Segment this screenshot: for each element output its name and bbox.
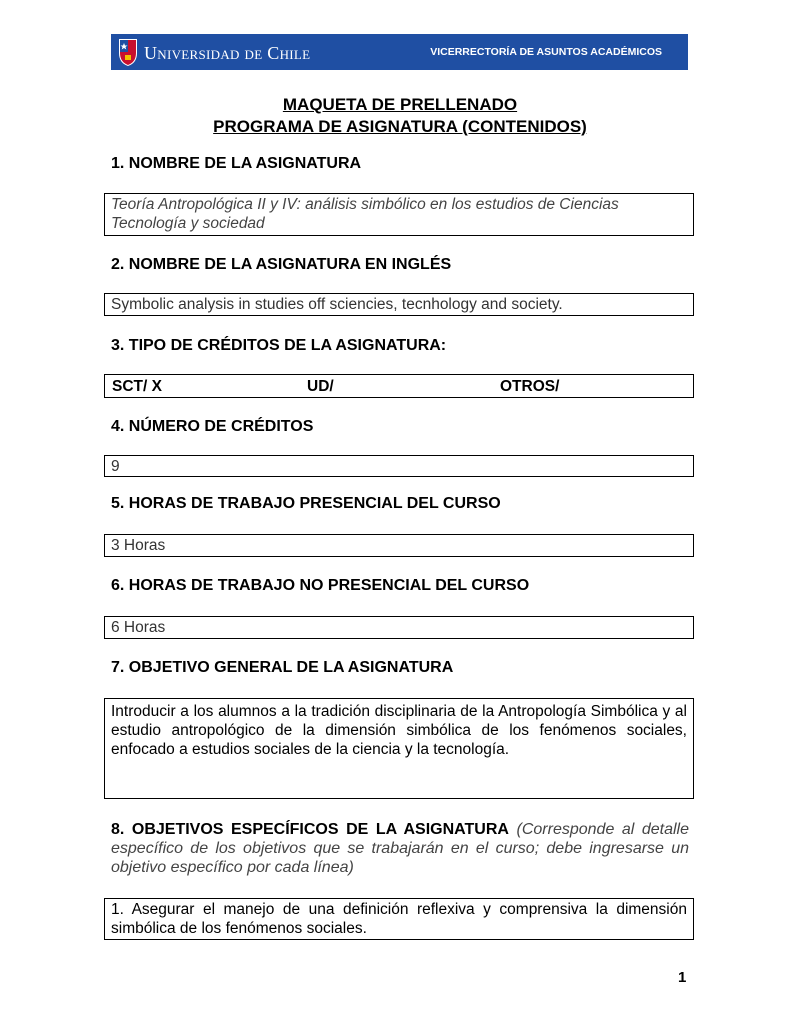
section-8-note: (Corresponde al detalle específico de los objetivos que se trabajarán en el curso; debe ingresarse un objetivo específico por cada línea) xyxy=(111,821,689,876)
section-2-heading: 2. NOMBRE DE LA ASIGNATURA EN INGLÉS xyxy=(111,256,452,273)
course-name-english-field: Symbolic analysis in studies off sciencies, tecnhology and society. xyxy=(104,293,694,316)
page-number: 1 xyxy=(678,969,687,986)
section-6-heading: 6. HORAS DE TRABAJO NO PRESENCIAL DEL CURSO xyxy=(111,577,530,594)
section-8-heading: 8. OBJETIVOS ESPECÍFICOS DE LA ASIGNATURA xyxy=(111,821,509,838)
section-5-heading: 5. HORAS DE TRABAJO PRESENCIAL DEL CURSO xyxy=(111,495,501,512)
university-name: Universidad de Chile xyxy=(144,43,311,63)
course-name-field xyxy=(104,193,694,236)
credit-count-field: 9 xyxy=(104,455,694,477)
doc-title-line1: MAQUETA DE PRELLENADO xyxy=(282,95,518,114)
section-8-heading-block xyxy=(111,820,689,877)
credit-type-ud: UD/ xyxy=(307,378,334,395)
doc-title-line2: PROGRAMA DE ASIGNATURA (CONTENIDOS) xyxy=(213,117,587,136)
section-3-heading: 3. TIPO DE CRÉDITOS DE LA ASIGNATURA: xyxy=(111,337,447,354)
credit-type-field xyxy=(104,374,694,398)
course-name-line2: Tecnología y sociedad xyxy=(111,215,265,232)
header-banner xyxy=(111,34,688,70)
credit-type-otros: OTROS/ xyxy=(500,378,560,395)
course-name-line1: Teoría Antropológica II y IV: análisis simbólico en los estudios de Ciencias xyxy=(111,196,619,213)
section-7-heading: 7. OBJETIVO GENERAL DE LA ASIGNATURA xyxy=(111,659,454,676)
credit-type-sct: SCT/ X xyxy=(112,378,162,395)
specific-objective-field: 1. Asegurar el manejo de una definición reflexiva y comprensiva la dimensión simbólica de los fenómenos sociales. xyxy=(104,898,694,940)
general-objective-field: Introducir a los alumnos a la tradición disciplinaria de la Antropología Simbólica y al estudio antropológico de la dimensión simbólica de los fenómenos sociales, enfocado a estudios sociales de la ciencia y la tecnología. xyxy=(104,698,694,799)
university-crest-icon xyxy=(117,37,139,67)
section-1-heading: 1. NOMBRE DE LA ASIGNATURA xyxy=(111,155,362,172)
non-presential-hours-field: 6 Horas xyxy=(104,616,694,639)
presential-hours-field: 3 Horas xyxy=(104,534,694,557)
vicerrectoria-label: VICERRECTORÍA DE ASUNTOS ACADÉMICOS xyxy=(430,46,662,58)
section-4-heading: 4. NÚMERO DE CRÉDITOS xyxy=(111,418,314,435)
